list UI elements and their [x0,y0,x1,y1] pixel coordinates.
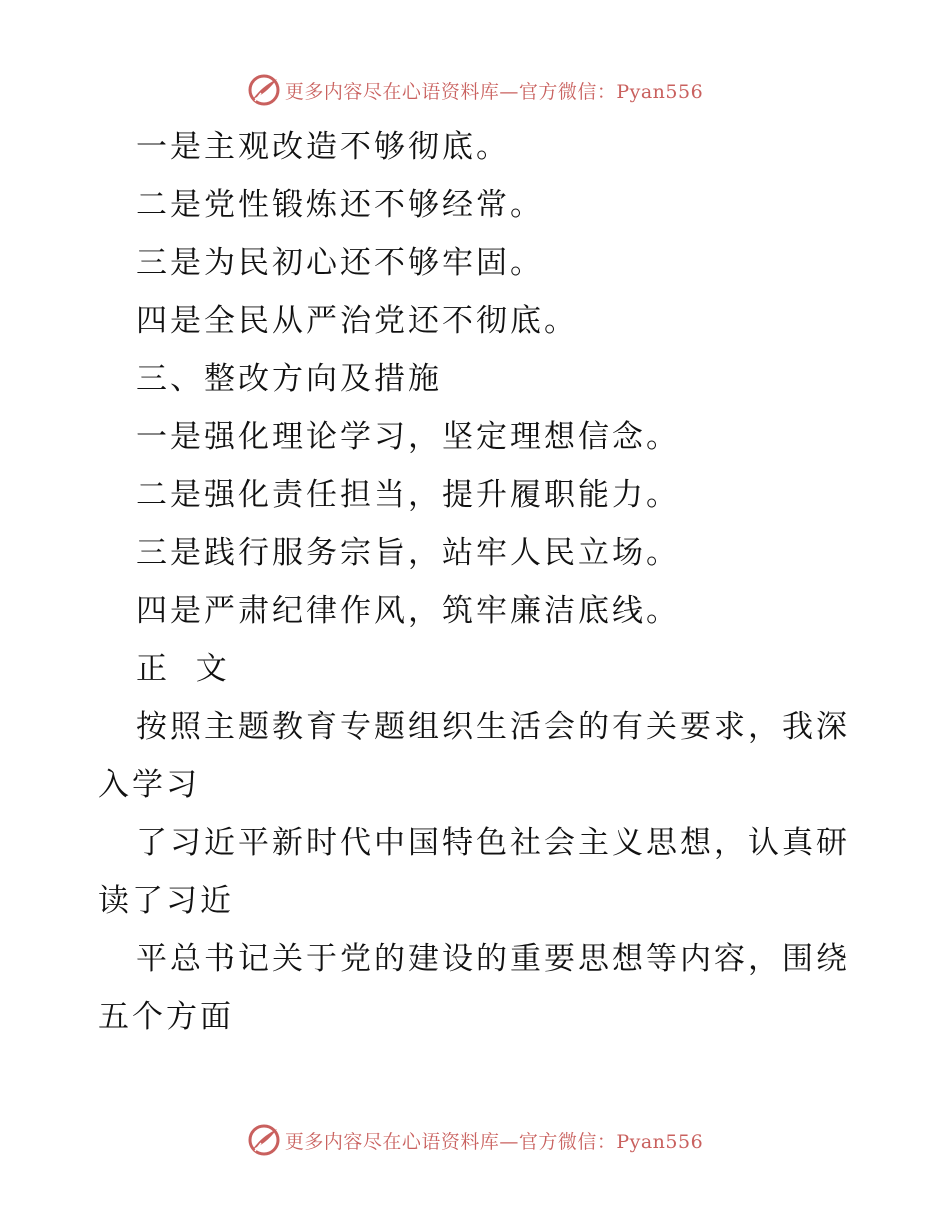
text-line: 二是党性锻炼还不够经常。 [136,187,544,223]
text-line: 五个方面 [98,999,234,1035]
text-line: 读了习近 [98,883,234,919]
text-line: 二是强化责任担当，提升履职能力。 [136,477,680,513]
text-line: 三是践行服务宗旨，站牢人民立场。 [136,535,680,571]
text-line: 平总书记关于党的建设的重要思想等内容，围绕 [136,941,850,977]
section-heading: 三、整改方向及措施 [136,361,442,397]
text-line: 四是全民从严治党还不彻底。 [136,303,578,339]
text-line: 按照主题教育专题组织生活会的有关要求，我深 [136,709,850,745]
header-watermark [0,70,950,110]
text-line: 一是主观改造不够彻底。 [136,129,510,165]
quill-logo-icon [247,1123,281,1157]
quill-logo-icon [247,73,281,107]
footer-watermark [0,1120,950,1160]
body-heading: 正 文 [136,651,230,687]
text-line: 入学习 [98,767,200,803]
text-line: 四是严肃纪律作风，筑牢廉洁底线。 [136,593,680,629]
watermark-text: 更多内容尽在心语资料库—官方微信：Pyan556 [284,1130,704,1153]
text-line: 了习近平新时代中国特色社会主义思想，认真研 [136,825,850,861]
watermark-text: 更多内容尽在心语资料库—官方微信：Pyan556 [284,80,704,103]
text-line: 三是为民初心还不够牢固。 [136,245,544,281]
document-body [98,118,858,1046]
text-line: 一是强化理论学习，坚定理想信念。 [136,419,680,455]
